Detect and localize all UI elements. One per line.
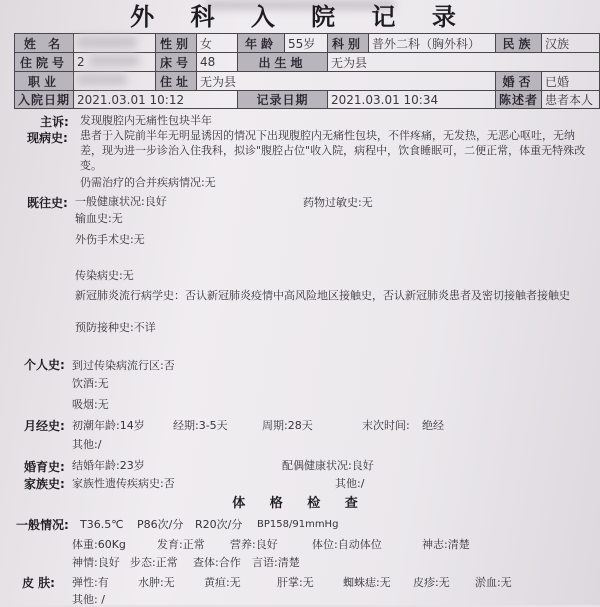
gender-value: 女	[197, 34, 238, 53]
epidemic-area: 到过传染病流行区:否	[72, 359, 175, 372]
dept-label: 科别	[328, 34, 369, 53]
age-value: 55岁	[285, 34, 328, 53]
physical-exam-title: 体 格 检 查	[232, 496, 368, 511]
past-history-label: 既往史:	[27, 196, 68, 210]
age-label: 年龄	[238, 34, 285, 53]
present-illness-label: 现病史:	[27, 131, 68, 145]
smoking: 吸烟:无	[72, 398, 109, 411]
comorbidity-text: 仍需治疗的合并疾病情况:无	[80, 176, 216, 189]
narrator-label: 陈述者	[496, 91, 542, 109]
name-label: 姓 名	[15, 34, 74, 53]
admission-no-text: 2	[77, 55, 85, 69]
childbearing-other: 其他:/	[335, 477, 365, 490]
childbearing-history-label: 婚育史:	[24, 460, 65, 474]
patient-info-table	[14, 33, 600, 109]
gender-label: 性别	[156, 34, 197, 53]
redacted-admission-no	[89, 55, 139, 66]
skin-liver-palm: 肝掌:无	[277, 576, 314, 589]
last-period-value: 绝经	[422, 419, 444, 432]
marital-label: 婚否	[496, 72, 542, 91]
record-date-value: 2021.03.01 10:34	[328, 91, 496, 109]
skin-edema: 水肿:无	[138, 576, 175, 589]
admission-no-label: 住院号	[15, 53, 74, 72]
bed-label: 床号	[156, 53, 197, 72]
menstrual-history-label: 月经史:	[24, 419, 65, 433]
skin-elasticity: 弹性:有	[72, 576, 109, 589]
hereditary-disease: 家族性遗传疾病史:否	[72, 477, 175, 490]
personal-history-label: 个人史:	[24, 358, 65, 372]
dept-value: 普外二科（胸外科）	[369, 34, 496, 53]
general-health: 一般健康状况:良好	[75, 195, 167, 208]
speech: 言语:清楚	[252, 556, 300, 569]
marriage-age: 结婚年龄:23岁	[72, 459, 145, 472]
skin-label: 皮 肤:	[22, 576, 55, 590]
family-history-label: 家族史:	[24, 477, 65, 491]
transfusion-history: 输血史:无	[75, 212, 123, 225]
bed-value: 48	[197, 53, 238, 72]
trauma-surgery-history: 外伤手术史:无	[75, 233, 145, 246]
covid-epidemiology: 新冠肺炎流行病学史：否认新冠肺炎疫情中高风险地区接触史，否认新冠肺炎患者及密切接触者接触史	[75, 289, 570, 302]
name-value	[74, 34, 156, 53]
redacted-job	[77, 74, 127, 85]
birthplace-label: 出生地	[238, 53, 328, 72]
admit-date-value: 2021.03.01 10:12	[74, 91, 238, 109]
cooperation: 查体:合作	[193, 556, 241, 569]
chief-complaint-text: 发现腹腔内无痛性包块半年	[80, 114, 212, 127]
menstrual-cycle: 周期:28天	[262, 419, 313, 432]
drug-allergy: 药物过敏史:无	[303, 196, 373, 209]
chief-complaint-label: 主诉:	[40, 115, 69, 129]
job-value	[74, 72, 156, 91]
development: 发育:正常	[157, 538, 205, 551]
spouse-health: 配偶健康状况:良好	[282, 459, 374, 472]
redacted-name	[77, 36, 137, 48]
body-position: 体位:自动体位	[312, 538, 382, 551]
weight: 体重:60Kg	[72, 538, 126, 551]
skin-spider-nevus: 蜘蛛痣:无	[343, 576, 391, 589]
present-illness-text: 患者于入院前半年无明显诱因的情况下出现腹腔内无痛性包块，不伴疼痛，无发热，无恶心呕吐，无纳差，现为进一步诊治入住我科，拟诊"腹腔占位"收入院，病程中，饮食睡眠可，二便正常，体重无特殊改变。	[80, 129, 586, 172]
marital-value: 已婚	[542, 72, 600, 91]
nutrition: 营养:良好	[230, 538, 278, 551]
record-date-label: 记录日期	[238, 91, 328, 109]
ethnicity-value: 汉族	[542, 34, 600, 53]
temperature: T36.5℃	[80, 518, 124, 531]
drinking: 饮酒:无	[72, 377, 109, 390]
menstrual-period: 经期:3-5天	[173, 419, 228, 432]
address-value: 无为县	[197, 72, 496, 91]
skin-bleeding: 淤血:无	[475, 576, 512, 589]
blood-pressure: BP158/91mmHg	[257, 519, 339, 530]
skin-jaundice: 黄疸:无	[204, 576, 241, 589]
admit-date-label: 入院日期	[15, 91, 74, 109]
menarche-age: 初潮年龄:14岁	[72, 419, 145, 432]
birthplace-value: 无为县	[328, 53, 600, 72]
consciousness: 神志:清楚	[422, 538, 470, 551]
vaccination-history: 预防接种史:不详	[75, 321, 156, 334]
address-label: 住址	[156, 72, 197, 91]
respiration: R20次/分	[195, 518, 243, 531]
document-title: 外 科 入 院 记 录	[130, 3, 470, 31]
skin-other: 其他: /	[72, 593, 105, 606]
general-condition-label: 一般情况:	[16, 518, 69, 532]
ethnicity-label: 民族	[496, 34, 542, 53]
job-label: 职业	[15, 72, 74, 91]
last-period-label: 末次时间:	[362, 419, 410, 432]
menstrual-other: 其他:/	[72, 438, 102, 451]
gait: 步态:正常	[130, 556, 178, 569]
skin-rash: 皮疹:无	[413, 576, 450, 589]
infectious-history: 传染病史:无	[75, 269, 134, 282]
admission-no-value	[74, 53, 156, 72]
expression: 神情:良好	[72, 556, 120, 569]
narrator-value: 患者本人	[542, 91, 600, 109]
pulse: P86次/分	[137, 518, 184, 531]
